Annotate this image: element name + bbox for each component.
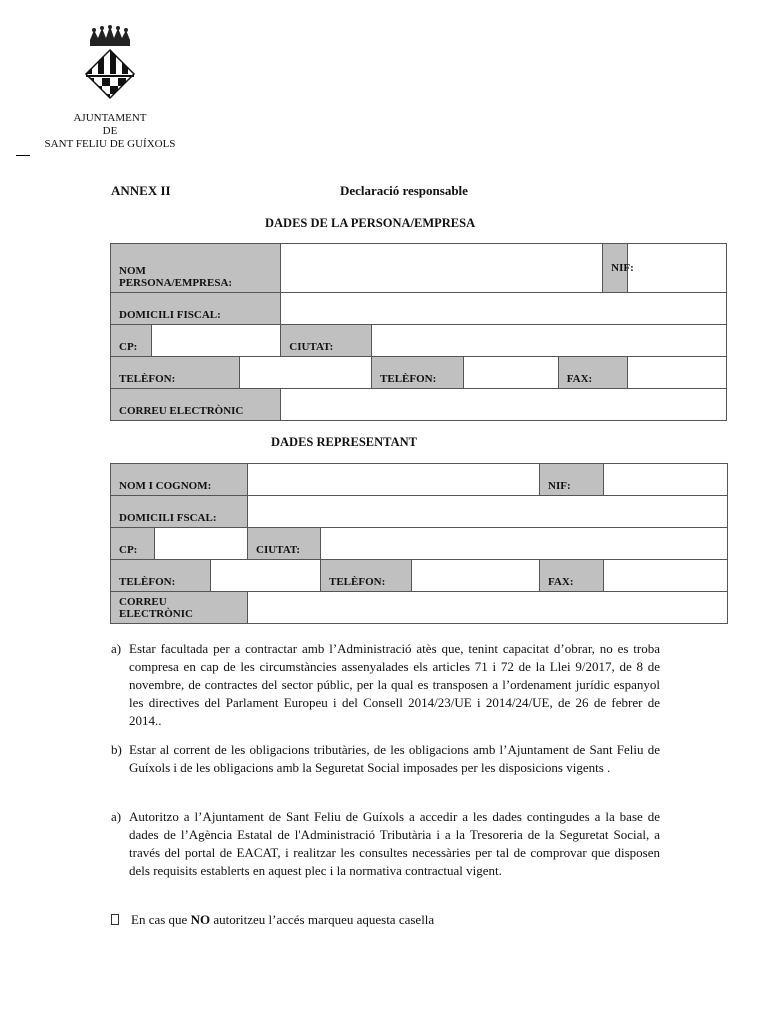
company-address-field[interactable] (281, 293, 727, 325)
clause-b (111, 741, 660, 777)
company-city-field[interactable] (372, 325, 727, 357)
company-cp-field[interactable] (152, 325, 281, 357)
municipality-line-1: AJUNTAMENT (73, 112, 147, 124)
clause-authorization (111, 808, 660, 880)
rep-address-label: DOMICILI FSCAL: (111, 496, 248, 528)
rep-phone2-label: TELÈFON: (321, 560, 412, 592)
coat-of-arms-logo (80, 26, 140, 108)
representative-section-title: DADES REPRESENTANT (271, 435, 417, 449)
opt-out-checkbox[interactable] (111, 914, 119, 925)
clause-text: Estar al corrent de les obligacions tributàries, de les obligacions amb l’Ajuntament de Sant Feliu de Guíxols i de les obligacions amb la Seguretat Social imposades per les disposicions vigents . (129, 742, 660, 775)
clause-marker: b) (111, 742, 122, 757)
rep-cp-label: CP: (111, 528, 155, 560)
clause-text: Estar facultada per a contractar amb l’Administració atès que, tenint capacitat d’obrar, no es troba compresa en cap de les circumstàncies assenyalades els articles 71 i 72 de la Llei 9/2017, de 8 de novembre, de contractes del sector públic, per la qual es transposen a l’ordenament jurídic espanyol les directives del Parlament Europeu i del Consell 2014/23/UE i 2014/24/UE, de 26 de febrer de 2014.. (129, 641, 660, 728)
municipality-line-3: SANT FELIU DE GUÍXOLS (44, 138, 176, 150)
rep-fax-label: FAX: (540, 560, 604, 592)
rep-city-field[interactable] (321, 528, 728, 560)
company-phone2-field[interactable] (463, 357, 558, 389)
company-address-label: DOMICILI FISCAL: (111, 293, 281, 325)
opt-out-suffix: autoritzeu l’accés marqueu aquesta casella (210, 912, 435, 927)
rep-fax-field[interactable] (604, 560, 728, 592)
company-email-label: CORREU ELECTRÒNIC (111, 389, 281, 421)
municipality-name (0, 112, 220, 151)
rep-phone2-field[interactable] (412, 560, 540, 592)
company-phone2-label: TELÈFON: (372, 357, 464, 389)
company-phone1-label: TELÈFON: (111, 357, 240, 389)
company-fax-field[interactable] (627, 357, 726, 389)
rep-nif-field[interactable] (604, 464, 728, 496)
header-rule (16, 155, 30, 156)
rep-phone1-label: TELÈFON: (111, 560, 211, 592)
company-nif-label: NIF: (603, 244, 628, 293)
clause-marker: a) (111, 809, 122, 824)
company-phone1-field[interactable] (239, 357, 371, 389)
opt-out-prefix: En cas que (131, 912, 191, 927)
rep-email-field[interactable] (248, 592, 728, 624)
company-cp-label: CP: (111, 325, 152, 357)
company-nif-field[interactable] (627, 244, 726, 293)
rep-phone1-field[interactable] (211, 560, 321, 592)
opt-out-line (111, 912, 434, 928)
rep-nif-label: NIF: (540, 464, 604, 496)
municipality-line-2: DE (102, 125, 118, 137)
company-name-label: NOM PERSONA/EMPRESA: (111, 244, 281, 293)
annex-label: ANNEX II (111, 183, 171, 198)
document-title: Declaració responsable (340, 183, 468, 198)
company-data-table (110, 243, 727, 421)
rep-name-field[interactable] (248, 464, 540, 496)
company-city-label: CIUTAT: (281, 325, 372, 357)
opt-out-emphasis: NO (190, 912, 211, 927)
clause-a (111, 640, 660, 730)
rep-cp-field[interactable] (155, 528, 248, 560)
company-name-field[interactable] (281, 244, 603, 293)
representative-data-table (110, 463, 728, 624)
company-section-title: DADES DE LA PERSONA/EMPRESA (265, 216, 476, 230)
rep-address-field[interactable] (248, 496, 728, 528)
company-fax-label: FAX: (558, 357, 627, 389)
clause-marker: a) (111, 641, 122, 656)
rep-city-label: CIUTAT: (248, 528, 321, 560)
company-email-field[interactable] (281, 389, 727, 421)
rep-name-label: NOM I COGNOM: (111, 464, 248, 496)
clause-text: Autoritzo a l’Ajuntament de Sant Feliu de Guíxols a accedir a les dades contingudes a la base de dades de l’Agència Estatal de l'Administració Tributària i a la Tresoreria de la Seguretat Social, a través del portal de EACAT, i realitzar les consultes necessàries per tal de comprovar que disposen dels requisits establerts en aquest plec i la normativa contractual vigent. (129, 809, 660, 878)
rep-email-label: CORREU ELECTRÒNIC (111, 592, 248, 624)
